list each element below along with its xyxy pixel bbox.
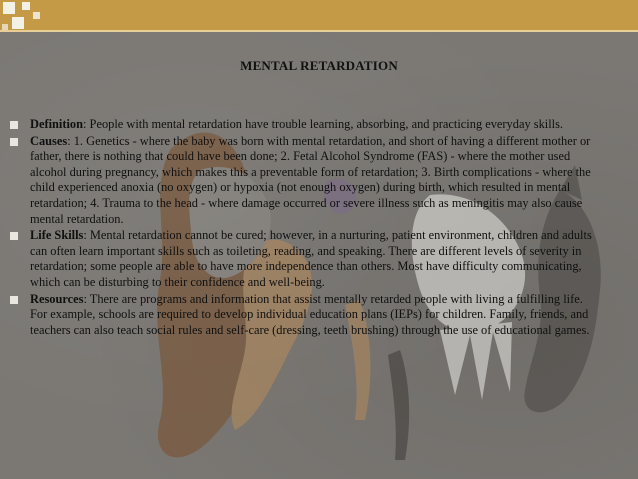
corner-squares-decoration: [0, 0, 60, 34]
bullet-label: Resources: [30, 291, 84, 306]
bullet-square-icon: [10, 121, 18, 129]
dark-leg-shape: [388, 350, 409, 460]
bullet-item-resources: [8, 292, 593, 339]
bullet-item-causes: [8, 134, 593, 228]
bullet-item-life-skills: [8, 228, 593, 290]
header-bar: [0, 0, 638, 32]
bullet-text: [30, 292, 593, 339]
bullet-text: [30, 134, 593, 228]
bullet-label: Causes: [30, 133, 68, 148]
corner-square: [33, 12, 40, 19]
bullet-list: [8, 117, 593, 339]
bullet-label: Life Skills: [30, 228, 84, 243]
bullet-text: [30, 228, 593, 290]
bullet-label: Definition: [30, 117, 84, 131]
bullet-body: : People with mental retardation have trouble learning, absorbing, and practicing everyday skills.: [83, 117, 564, 131]
bullet-body: : Mental retardation cannot be cured; however, in a nurturing, patient environment, children and adults can often learn important skills such as toileting, reading, and speaking. There are different levels of severity in retardation; some people are able to have more independence than others. Most have difficulty communicating, which can be disturbing to their confidence and well-being.: [30, 228, 592, 289]
corner-square: [3, 2, 15, 14]
bullet-body: : There are programs and information that assist mentally retarded people with living a fulfilling life. For example, schools are required to develop individual education plans (IEPs) for children. Family, friends, and teachers can also teach social rules and self-care (dressing, teeth brushing) through the use of educational games.: [30, 291, 590, 337]
bullet-body: : 1. Genetics - where the baby was born with mental retardation, and short of having a different mother or father, there is nothing that could have been done; 2. Fetal Alcohol Syndrome (FAS) - where the mother used alcohol during pregnancy, which makes this a preventable form of retardation; 3. Birth complications - where the child experienced anoxia (no oxygen) or hypoxia (not enough oxygen) during birth, which resulted in mental retardation; 4. Trauma to the head - where damage occurred or severe illness such as meningitis may also cause mental retardation.: [30, 133, 591, 226]
corner-square: [22, 2, 30, 10]
bullet-square-icon: [10, 138, 18, 146]
corner-square: [12, 17, 24, 29]
corner-square: [2, 24, 8, 30]
bullet-square-icon: [10, 296, 18, 304]
bullet-text: [30, 117, 593, 133]
slide-title: MENTAL RETARDATION: [240, 58, 398, 73]
bullet-item-definition: [8, 117, 593, 133]
bullet-square-icon: [10, 232, 18, 240]
